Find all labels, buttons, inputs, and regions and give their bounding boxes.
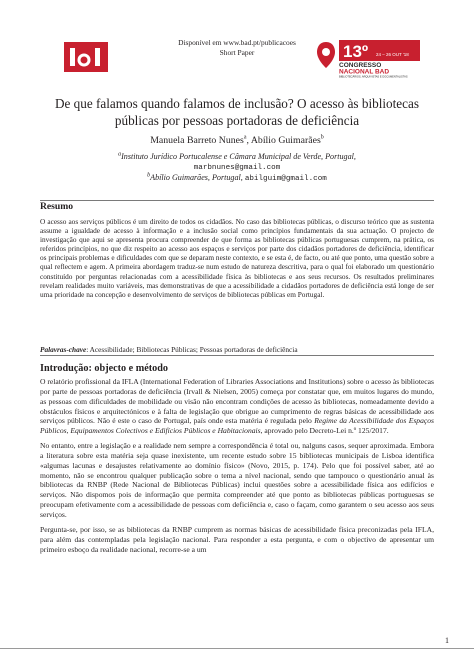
email-a[interactable]: marbnunes@gmail.com xyxy=(193,164,281,172)
congress-subtitle: BIBLIOTECÁRIOS, ARQUIVISTAS E DOCUMENTALISTAS xyxy=(339,75,408,78)
congress-logo xyxy=(316,38,422,78)
keywords-list: : Acessibilidade; Bibliotecas Públicas; Pessoas portadoras de deficiência xyxy=(86,345,298,354)
paper-title xyxy=(40,95,434,129)
title-line-2: públicas por pessoas portadoras de deficiência xyxy=(114,113,360,128)
author-2-marker: b xyxy=(320,134,324,141)
abstract-top-rule xyxy=(40,200,434,201)
abstract-heading: Resumo xyxy=(40,201,74,212)
intro-paragraph-2: No entanto, entre a legislação e a realidade nem sempre a correspondência é total ou, nalguns casos, sequer aproximada. Embora a literatura sobre esta matéria seja quase inexistente, um recente estudo sobre 15 bibliotecas municipais de Lisboa identifica «algumas lacunas e desajustes relativamente ao domínio físico» (Novo, 2015, p. 174). Pelo que foi possível saber, até ao momento, não se encontrou qualquer publicação sobre o tema a nível nacional, sendo que tampouco o questionário anual às bibliotecas da RNBP (Rede Nacional de Bibliotecas Públicas) inclui questões sobre a acessibilidade física aos edifícios e serviços. Não dispomos pois de informação que permita compreender até que ponto as bibliotecas públicas portuguesas se preocupam efetivamente com a acessibilidade de pessoas com deficiência e, caso o façam, como garantem o seu acesso aos seus serviços. xyxy=(40,441,434,519)
bad-logo xyxy=(64,42,108,72)
congress-dates: 24 – 26 OUT '18 xyxy=(376,52,409,57)
page-bottom-rule xyxy=(0,648,474,649)
running-header xyxy=(150,38,324,58)
source-line: Disponível em www.bad.pt/publicacoes xyxy=(178,38,296,47)
keywords-label: Palavras-chave xyxy=(40,345,87,354)
author-list xyxy=(40,135,434,147)
intro-paragraph-1: O relatório profissional da IFLA (International Federation of Libraries Associations and Institutions) sobre o acesso às bibliotecas por parte de pessoas portadoras de deficiência (Irvall & Nielsen, 2005) começa por constatar que, em muitos lugares do mundo, as pessoas com dificuldades de mobilidade ou visão não encontram condições de acesso às bibliotecas, nomeadamente devido a obstáculos físicos e arquitectónicos e à falta de legislação que obrigue ao cumprimento de regras básicas de acessibilidade aos serviços públicos. Não é este o caso de Portugal, país onde esta matéria é regulada pelo Regime da Acessibilidade dos Espaços Públicos, Equipamentos Colectivos e Edifícios Públicos e Habitacionais, aprovado pelo Decreto-Lei n.º 125/2017. xyxy=(40,377,434,436)
abstract-bottom-rule xyxy=(40,355,434,356)
email-b[interactable]: abilguim@gmail.com xyxy=(244,175,327,183)
author-2: Abílio Guimarães xyxy=(250,135,321,146)
author-1: Manuela Barreto Nunes xyxy=(150,135,244,146)
intro-body xyxy=(40,377,434,559)
author-1-marker: a xyxy=(243,134,247,141)
affiliations xyxy=(40,152,434,184)
author-separator: , xyxy=(246,135,251,146)
page-number: 1 xyxy=(445,636,449,645)
keywords-line xyxy=(40,345,434,354)
intro-paragraph-3: Pergunta-se, por isso, se as bibliotecas da RNBP cumprem as normas básicas de acessibilidade física preconizadas pela IFLA, para além das contempladas pela legislação nacional. Para responder a esta pergunta, e com o objectivo de apresentar um primeiro esboço da realidade nacional, recorre-se a um xyxy=(40,524,434,554)
affiliation-a: $^a$Instituto Jurídico Portucalense e Câmara Municipal de Verde, Portugal, xyxy=(118,151,356,161)
paper-type: Short Paper xyxy=(219,48,255,57)
affiliation-b: $^b$Abílio Guimarães, Portugal, abilguim@gmail.com xyxy=(147,172,327,183)
congress-number: 13º xyxy=(343,42,369,61)
abstract-text: O acesso aos serviços públicos é um direito de todos os cidadãos. No caso das bibliotecas públicas, o discurso teórico que as sustenta assume a igualdade de acesso à informação e a inclusão social como princípios fundamentais da sua actuação. O projecto de investigação que aqui se apresenta procura compreender de que forma as bibliotecas públicas portuguesas cumprem, na prática, os referidos princípios, no que diz respeito ao acesso aos espaços e serviços por parte dos cidadãos portadores de deficiência, identificar os principais problemas e dificuldades com que se deparam neste contexto, e se esta é, de facto, ou até que ponto, uma questão sobre a qual reflectem e agem. A primeira abordagem traduz-se num estudo de natureza descritiva, para o qual foi elaborado um questionário constituído por perguntas relacionadas com a acessibilidade física às bibliotecas e aos seus recursos. Os resultados preliminares revelam realidades muito variáveis, mas demonstrativas de que a acessibilidade a cidadãos portadores de deficiência está longe de ser uma prioridade na concepção e desenvolvimento de serviços de bibliotecas públicas em Portugal. xyxy=(40,217,434,299)
title-line-1: De que falamos quando falamos de inclusão? O acesso às bibliotecas xyxy=(54,96,419,111)
congress-word-1: CONGRESSO xyxy=(339,62,382,69)
congress-word-2: NACIONAL BAD xyxy=(339,68,390,76)
section-heading-intro: Introdução: objecto e método xyxy=(40,363,168,374)
